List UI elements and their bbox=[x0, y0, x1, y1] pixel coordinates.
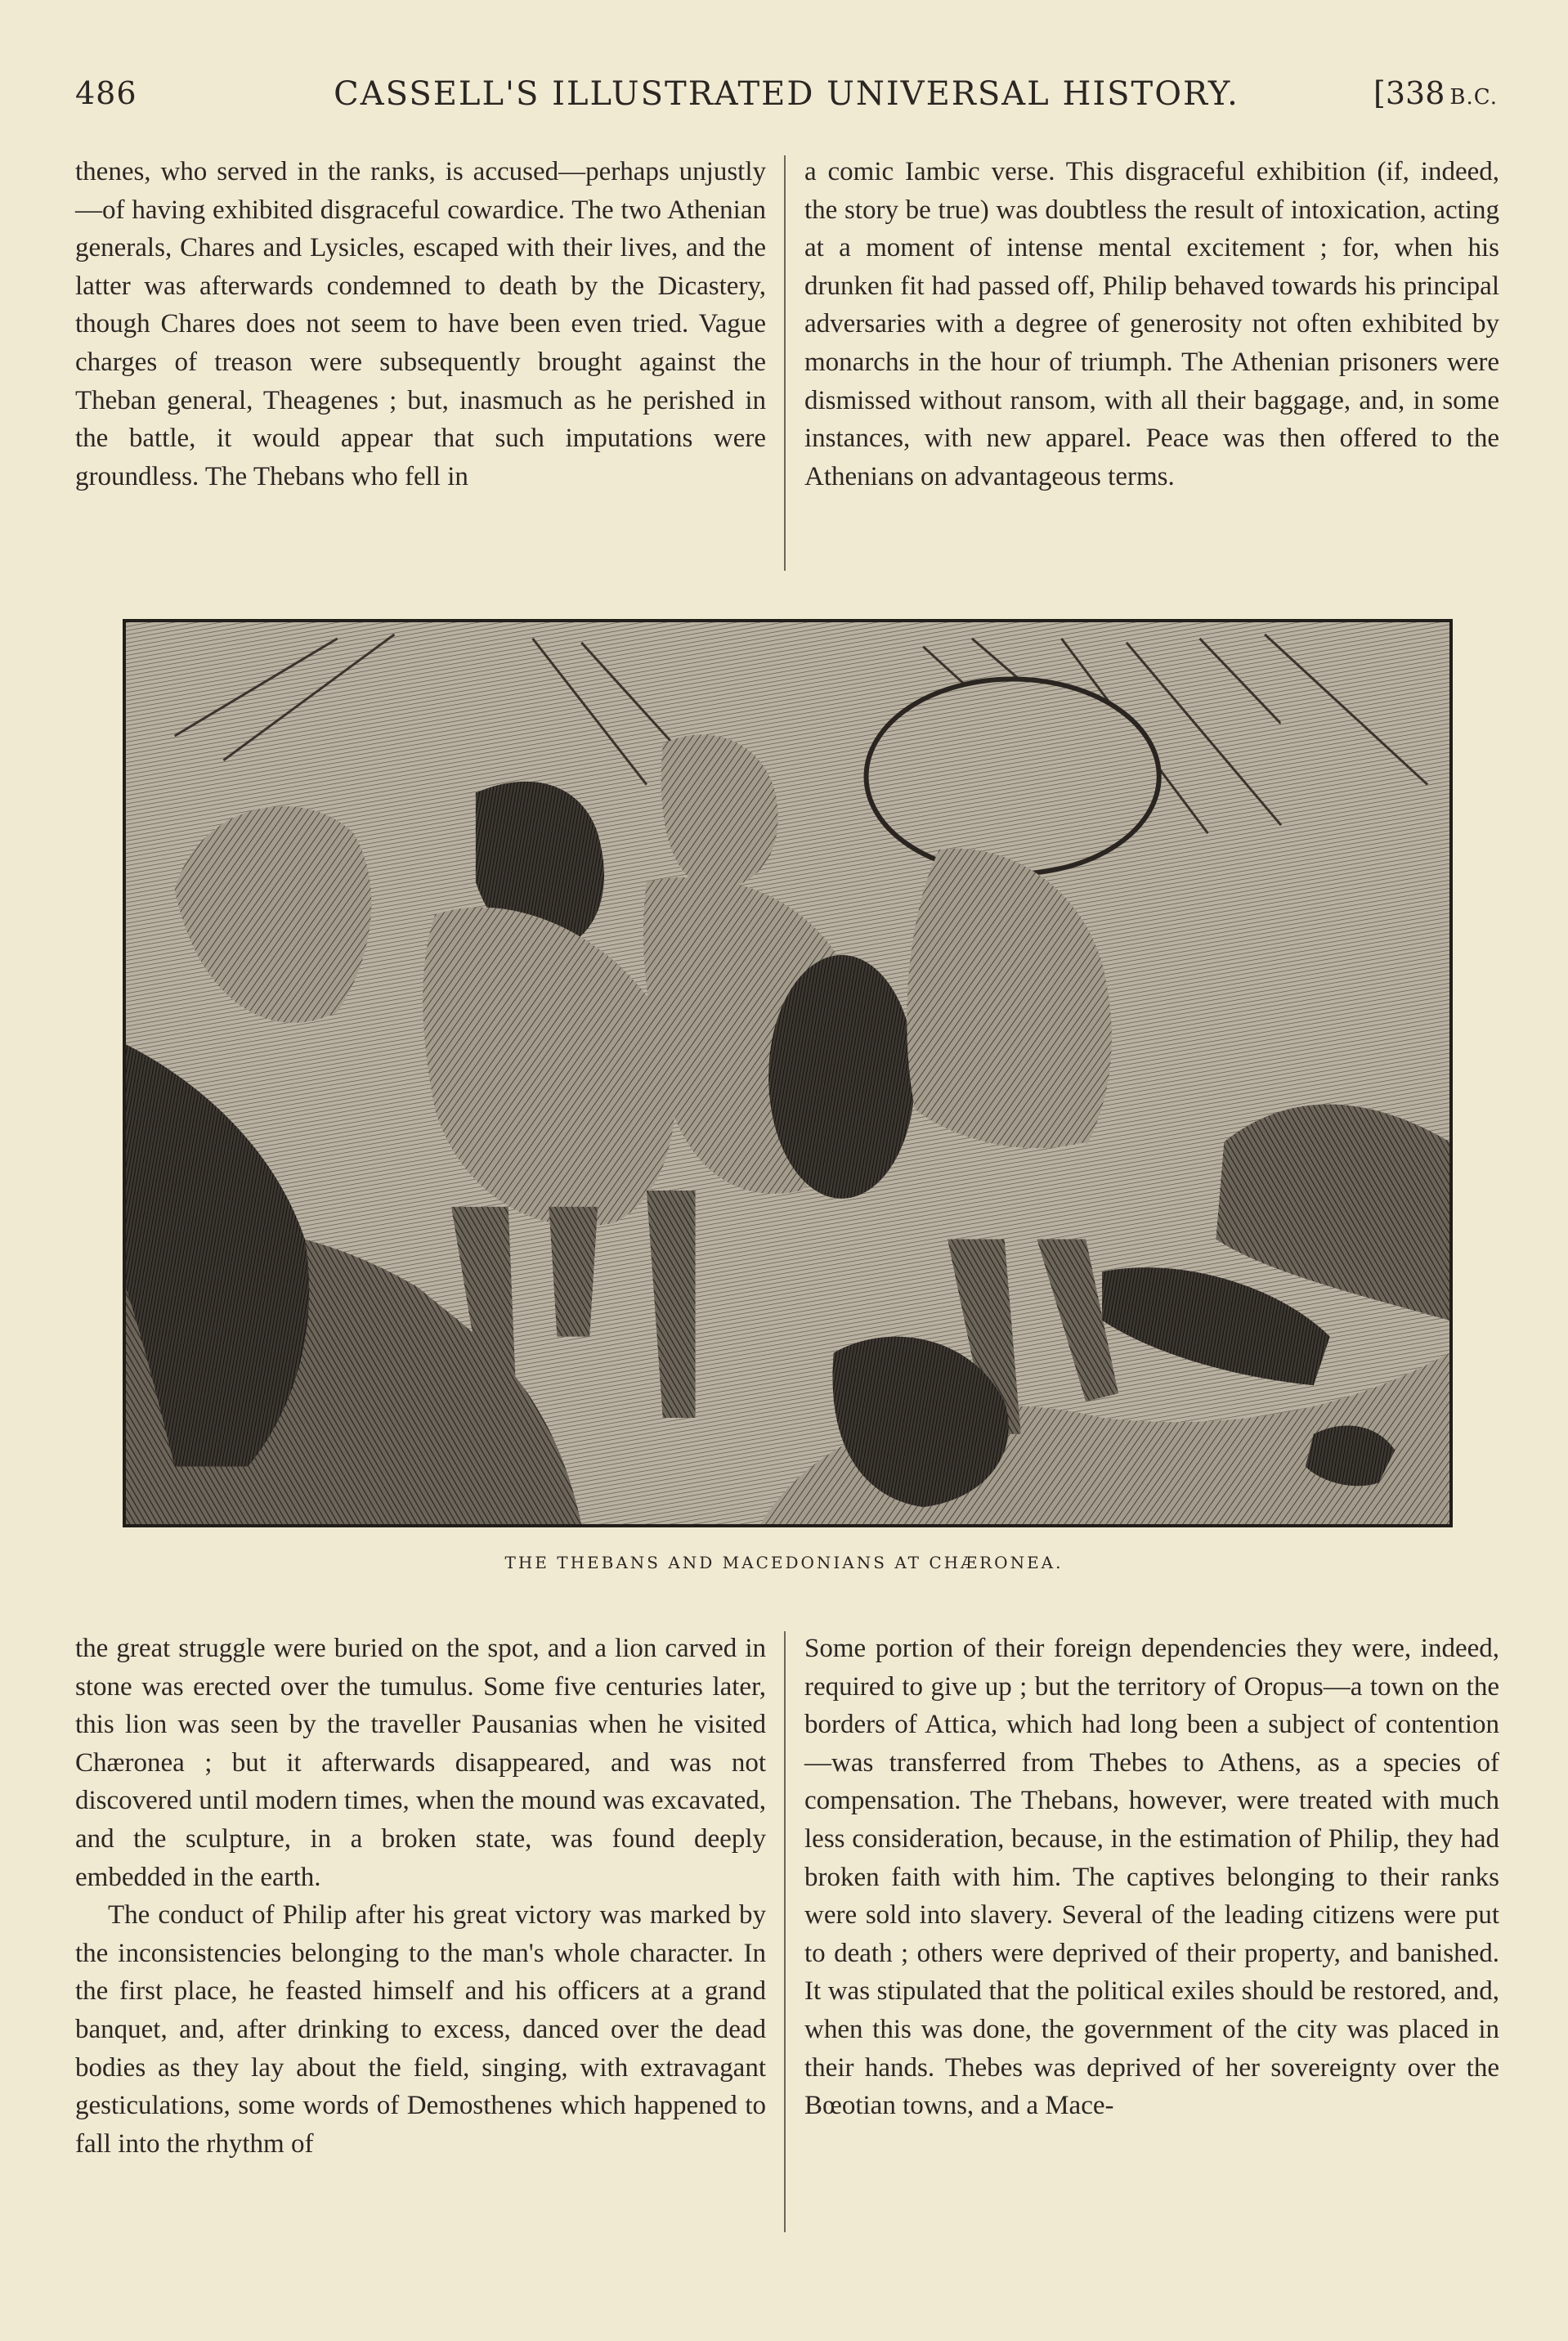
engraving-illustration bbox=[126, 622, 1449, 1524]
figure-caption: THE THEBANS AND MACEDONIANS AT CHÆRONEA. bbox=[504, 1553, 1064, 1572]
running-title: CASSELL'S ILLUSTRATED UNIVERSAL HISTORY. bbox=[334, 75, 1239, 113]
top-left-paragraph: thenes, who served in the ranks, is accused—perhaps unjustly—of having exhibited disgraceful cowardice. The two Athenian generals, Chares and Lysicles, escaped with their lives, and the latter was afterwards condemned to death by the Dicastery, though Chares does not seem to have been even tried. Vague charges of treason were subsequently brought against the Theban general, Theagenes ; but, inasmuch as he perished in the battle, it would appear that such imputations were groundless. The Thebans who fell in bbox=[75, 157, 766, 491]
bottom-left-paragraph-2: The conduct of Philip after his great victory was marked by the inconsistencies belonging to the man's whole character. In the first place, he feasted himself and his officers at a grand banquet, and, after drinking to excess, danced over the dead bodies as they lay about the field, singing, with extravagant gesticulations, some words of Demosthenes which happened to fall into the rhythm of bbox=[75, 1900, 766, 2159]
page-number: 486 bbox=[75, 75, 137, 111]
top-left-column bbox=[75, 153, 766, 496]
header-date bbox=[1373, 75, 1498, 111]
bottom-right-paragraph: Some portion of their foreign dependencies they were, indeed, required to give up ; but the territory of Oropus—a town on the borders of Attica, which had long been a subject of contention—was transferred from Thebes to Athens, as a species of compensation. The Thebans, however, were treated with much less consideration, because, in the estimation of Philip, they had broken faith with him. The captives belonging to their ranks were sold into slavery. Several of the leading citizens were put to death ; others were deprived of their property, and banished. It was stipulated that the political exiles should be restored, and, when this was done, the government of the city was placed in their hands. Thebes was deprived of her sovereignty over the Bœotian towns, and a Mace- bbox=[804, 1634, 1499, 2121]
bottom-right-column bbox=[804, 1630, 1499, 2125]
top-right-paragraph: a comic Iambic verse. This disgraceful exhibition (if, indeed, the story be true) was doubtless the result of intoxication, acting at a moment of intense mental excitement ; for, when his drunken fit had passed off, Philip behaved towards his principal adversaries with a degree of generosity not often exhibited by monarchs in the hour of triumph. The Athenian prisoners were dismissed without ransom, with all their baggage, and, in some instances, with new apparel. Peace was then offered to the Athenians on advantageous terms. bbox=[804, 157, 1499, 491]
header-year: [338 bbox=[1373, 75, 1445, 111]
header-era: B.C. bbox=[1449, 85, 1498, 110]
bottom-left-column bbox=[75, 1630, 766, 2163]
column-rule-bottom bbox=[784, 1631, 786, 2232]
column-rule-top bbox=[784, 155, 786, 571]
running-header bbox=[75, 75, 1498, 124]
top-right-column bbox=[804, 153, 1499, 496]
battle-engraving bbox=[123, 619, 1453, 1527]
bottom-left-paragraph-1: the great struggle were buried on the spot, and a lion carved in stone was erected over the tumulus. Some five centuries later, this lion was seen by the traveller Pausanias when he visited Chæronea ; but it afterwards disappeared, and was not discovered until modern times, when the mound was excavated, and the sculpture, in a broken state, was found deeply embedded in the earth. bbox=[75, 1634, 766, 1892]
